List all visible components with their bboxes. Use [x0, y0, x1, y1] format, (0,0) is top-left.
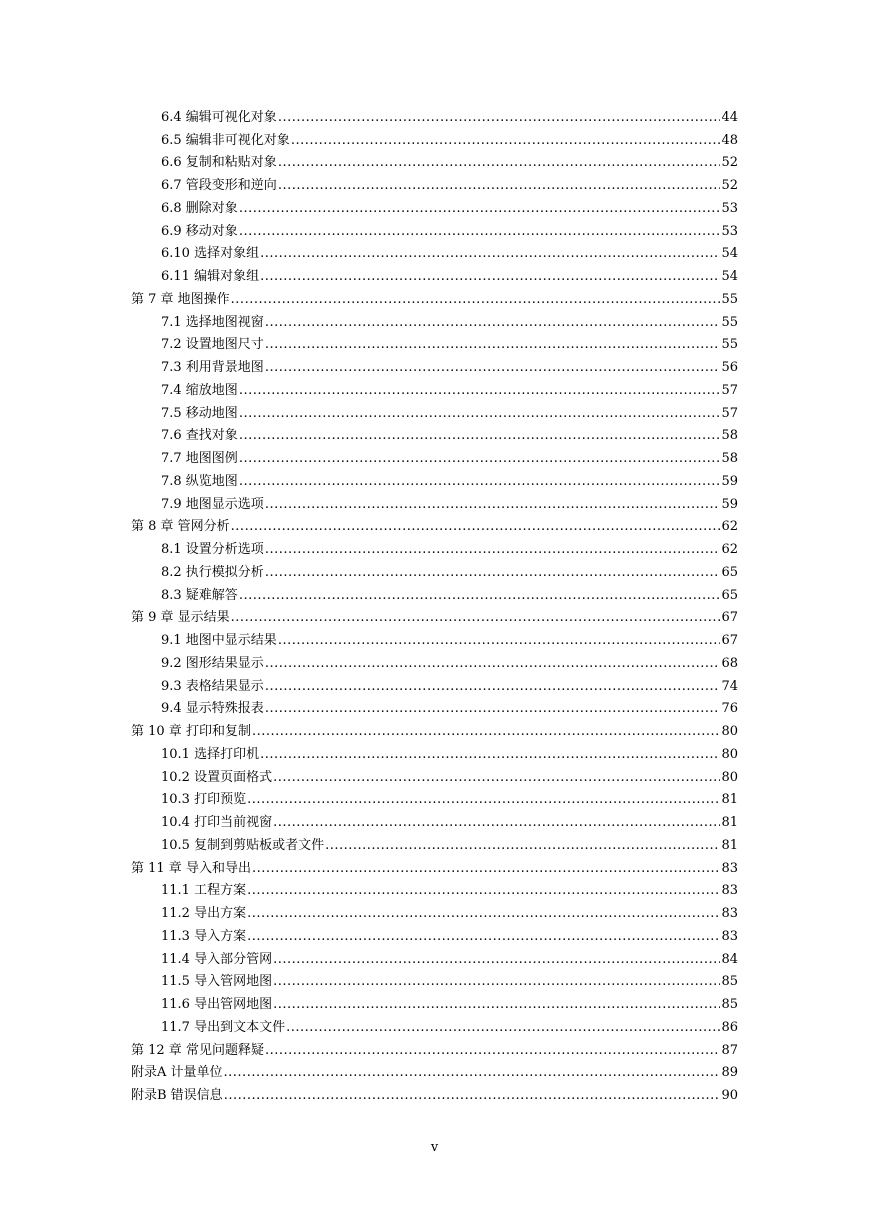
toc-entry-title: 11.5 导入管网地图	[161, 974, 273, 990]
toc-section-entry[interactable]	[131, 763, 738, 786]
toc-dot-leader	[260, 246, 720, 262]
toc-entry-title: 8.1 设置分析选项	[161, 542, 264, 557]
toc-chapter-entry[interactable]	[131, 1081, 738, 1104]
toc-section-entry[interactable]	[131, 490, 738, 513]
toc-dot-leader	[265, 542, 721, 558]
toc-section-entry[interactable]	[131, 877, 738, 900]
toc-entry-title: 7.3 利用背景地图	[161, 360, 264, 375]
toc-entry-page-number: 48	[721, 132, 738, 148]
toc-entry-title: 6.4 编辑可视化对象	[161, 109, 277, 125]
toc-dot-leader	[224, 1065, 721, 1081]
toc-entry-title: 7.9 地图显示选项	[161, 496, 264, 512]
toc-entry-title: 7.5 移动地图	[161, 405, 238, 421]
toc-section-entry[interactable]	[131, 695, 738, 718]
toc-entry-page-number: 83	[721, 860, 738, 876]
toc-entry-title: 附录B 错误信息	[131, 1088, 223, 1103]
toc-entry-page-number: 62	[721, 542, 738, 557]
toc-dot-leader	[265, 679, 721, 695]
toc-entry-page-number: 58	[721, 451, 738, 466]
toc-dot-leader	[239, 588, 721, 604]
toc-entry-title: 9.1 地图中显示结果	[161, 633, 277, 648]
toc-section-entry[interactable]	[131, 217, 738, 240]
toc-entry-title: 7.4 缩放地图	[161, 382, 238, 398]
toc-entry-page-number: 85	[721, 997, 738, 1012]
toc-dot-leader	[265, 701, 721, 717]
toc-entry-title: 第 12 章 常见问题释疑	[131, 1042, 264, 1058]
toc-dot-leader	[239, 474, 721, 490]
toc-entry-page-number: 54	[721, 246, 738, 262]
toc-section-entry[interactable]	[131, 444, 738, 467]
toc-section-entry[interactable]	[131, 353, 738, 376]
toc-entry-title: 10.1 选择打印机	[161, 746, 260, 762]
toc-chapter-entry[interactable]	[131, 285, 738, 308]
toc-entry-page-number: 90	[721, 1088, 738, 1103]
toc-entry-title: 9.3 表格结果显示	[161, 678, 264, 694]
toc-dot-leader	[273, 770, 720, 786]
toc-section-entry[interactable]	[131, 103, 738, 126]
toc-entry-page-number: 52	[721, 178, 738, 193]
toc-dot-leader	[265, 315, 721, 331]
toc-entry-page-number: 81	[721, 815, 738, 830]
toc-entry-page-number: 62	[721, 519, 738, 535]
toc-dot-leader	[239, 224, 721, 240]
toc-section-entry[interactable]	[131, 922, 738, 945]
toc-dot-leader	[278, 155, 721, 171]
toc-dot-leader	[265, 1043, 721, 1059]
toc-dot-leader	[278, 110, 721, 126]
toc-dot-leader	[260, 269, 720, 285]
toc-dot-leader	[231, 292, 721, 308]
toc-entry-title: 9.4 显示特殊报表	[161, 701, 264, 717]
toc-section-entry[interactable]	[131, 1013, 738, 1036]
toc-section-entry[interactable]	[131, 740, 738, 763]
toc-entry-page-number: 65	[721, 564, 738, 580]
toc-entry-page-number: 83	[721, 928, 738, 944]
toc-entry-page-number: 86	[721, 1019, 738, 1035]
toc-entry-title: 10.4 打印当前视窗	[161, 815, 273, 830]
toc-dot-leader	[231, 610, 721, 626]
toc-entry-page-number: 57	[721, 382, 738, 398]
toc-section-entry[interactable]	[131, 240, 738, 263]
toc-dot-leader	[273, 815, 720, 831]
toc-section-entry[interactable]	[131, 331, 738, 354]
toc-entry-title: 6.6 复制和粘贴对象	[161, 155, 277, 171]
toc-entry-page-number: 56	[721, 360, 738, 375]
toc-entry-page-number: 83	[721, 883, 738, 899]
toc-entry-title: 11.7 导出到文本文件	[161, 1019, 286, 1035]
toc-entry-title: 11.3 导入方案	[161, 928, 247, 944]
toc-section-entry[interactable]	[131, 672, 738, 695]
toc-entry-title: 10.2 设置页面格式	[161, 769, 273, 785]
toc-entry-page-number: 53	[721, 200, 738, 216]
toc-entry-page-number: 58	[721, 428, 738, 444]
toc-entry-page-number: 59	[721, 496, 738, 512]
toc-section-entry[interactable]	[131, 626, 738, 649]
toc-entry-title: 11.2 导出方案	[161, 906, 247, 921]
toc-entry-page-number: 80	[721, 724, 738, 739]
toc-entry-page-number: 84	[721, 951, 738, 967]
table-of-contents	[131, 103, 738, 1104]
toc-dot-leader	[265, 360, 721, 376]
toc-entry-title: 11.1 工程方案	[161, 883, 247, 899]
toc-section-entry[interactable]	[131, 808, 738, 831]
toc-entry-page-number: 76	[721, 701, 738, 717]
toc-section-entry[interactable]	[131, 422, 738, 445]
toc-entry-page-number: 55	[721, 314, 738, 330]
toc-dot-leader	[265, 656, 721, 672]
toc-entry-title: 10.5 复制到剪贴板或者文件	[161, 837, 325, 853]
toc-dot-leader	[265, 337, 721, 353]
toc-section-entry[interactable]	[131, 308, 738, 331]
toc-section-entry[interactable]	[131, 467, 738, 490]
toc-dot-leader	[239, 201, 721, 217]
toc-entry-page-number: 81	[721, 837, 738, 853]
toc-chapter-entry[interactable]	[131, 513, 738, 536]
toc-entry-title: 7.6 查找对象	[161, 428, 238, 444]
toc-section-entry[interactable]	[131, 968, 738, 991]
toc-entry-page-number: 80	[721, 769, 738, 785]
toc-chapter-entry[interactable]	[131, 604, 738, 627]
toc-section-entry[interactable]	[131, 399, 738, 422]
toc-entry-page-number: 83	[721, 906, 738, 921]
toc-dot-leader	[265, 565, 721, 581]
toc-entry-title: 6.11 编辑对象组	[161, 269, 260, 284]
toc-dot-leader	[273, 952, 720, 968]
toc-dot-leader	[260, 747, 720, 763]
toc-entry-title: 第 9 章 显示结果	[131, 610, 230, 626]
toc-entry-title: 第 11 章 导入和导出	[131, 860, 251, 876]
toc-section-entry[interactable]	[131, 899, 738, 922]
toc-entry-title: 6.9 移动对象	[161, 223, 238, 239]
toc-entry-page-number: 80	[721, 746, 738, 762]
toc-dot-leader	[252, 724, 721, 740]
toc-dot-leader	[265, 497, 721, 513]
toc-entry-page-number: 57	[721, 405, 738, 421]
toc-section-entry[interactable]	[131, 649, 738, 672]
toc-entry-title: 7.8 纵览地图	[161, 473, 238, 489]
toc-entry-page-number: 74	[721, 678, 738, 694]
toc-section-entry[interactable]	[131, 126, 738, 149]
toc-entry-title: 7.7 地图图例	[161, 451, 238, 466]
toc-dot-leader	[231, 519, 721, 535]
toc-dot-leader	[273, 974, 720, 990]
toc-dot-leader	[239, 451, 721, 467]
toc-dot-leader	[239, 383, 721, 399]
toc-entry-page-number: 67	[721, 610, 738, 626]
toc-dot-leader	[325, 838, 720, 854]
toc-entry-title: 第 7 章 地图操作	[131, 291, 230, 307]
toc-dot-leader	[278, 178, 721, 194]
toc-chapter-entry[interactable]	[131, 854, 738, 877]
toc-section-entry[interactable]	[131, 535, 738, 558]
toc-chapter-entry[interactable]	[131, 1036, 738, 1059]
toc-entry-title: 7.1 选择地图视窗	[161, 314, 264, 330]
toc-entry-title: 10.3 打印预览	[161, 792, 247, 808]
toc-entry-page-number: 68	[721, 655, 738, 671]
toc-dot-leader	[247, 792, 720, 808]
toc-entry-title: 6.7 管段变形和逆向	[161, 178, 277, 193]
toc-section-entry[interactable]	[131, 376, 738, 399]
toc-dot-leader	[286, 1020, 720, 1036]
toc-entry-page-number: 89	[721, 1065, 738, 1081]
toc-entry-title: 6.10 选择对象组	[161, 246, 260, 262]
toc-entry-title: 6.5 编辑非可视化对象	[161, 132, 290, 148]
toc-entry-page-number: 52	[721, 155, 738, 171]
toc-dot-leader	[273, 997, 720, 1013]
toc-entry-page-number: 54	[721, 269, 738, 284]
toc-entry-title: 附录A 计量单位	[131, 1065, 223, 1081]
toc-entry-page-number: 65	[721, 587, 738, 603]
toc-entry-page-number: 67	[721, 633, 738, 648]
toc-entry-page-number: 53	[721, 223, 738, 239]
toc-entry-title: 第 10 章 打印和复制	[131, 724, 251, 739]
toc-section-entry[interactable]	[131, 262, 738, 285]
toc-section-entry[interactable]	[131, 558, 738, 581]
toc-entry-title: 8.2 执行模拟分析	[161, 564, 264, 580]
toc-chapter-entry[interactable]	[131, 1059, 738, 1082]
toc-entry-title: 9.2 图形结果显示	[161, 655, 264, 671]
toc-section-entry[interactable]	[131, 945, 738, 968]
toc-dot-leader	[247, 906, 720, 922]
toc-section-entry[interactable]	[131, 786, 738, 809]
toc-dot-leader	[224, 1088, 721, 1104]
toc-entry-title: 8.3 疑难解答	[161, 587, 238, 603]
toc-dot-leader	[252, 861, 721, 877]
toc-dot-leader	[247, 929, 720, 945]
toc-entry-title: 7.2 设置地图尺寸	[161, 337, 264, 353]
toc-dot-leader	[239, 406, 721, 422]
toc-entry-page-number: 87	[721, 1042, 738, 1058]
toc-section-entry[interactable]	[131, 990, 738, 1013]
toc-dot-leader	[247, 883, 720, 899]
toc-entry-page-number: 85	[721, 974, 738, 990]
toc-entry-title: 第 8 章 管网分析	[131, 519, 230, 535]
toc-entry-page-number: 55	[721, 337, 738, 353]
toc-dot-leader	[291, 133, 721, 149]
toc-section-entry[interactable]	[131, 581, 738, 604]
toc-entry-page-number: 59	[721, 473, 738, 489]
toc-entry-page-number: 44	[721, 109, 738, 125]
toc-entry-title: 11.4 导入部分管网	[161, 951, 273, 967]
toc-entry-page-number: 55	[721, 291, 738, 307]
toc-section-entry[interactable]	[131, 149, 738, 172]
toc-entry-title: 11.6 导出管网地图	[161, 997, 273, 1012]
toc-dot-leader	[278, 633, 721, 649]
toc-entry-page-number: 81	[721, 792, 738, 808]
toc-section-entry[interactable]	[131, 831, 738, 854]
toc-section-entry[interactable]	[131, 171, 738, 194]
page-number: v	[430, 1140, 439, 1155]
toc-entry-title: 6.8 删除对象	[161, 200, 238, 216]
toc-dot-leader	[239, 428, 721, 444]
toc-section-entry[interactable]	[131, 194, 738, 217]
toc-chapter-entry[interactable]	[131, 717, 738, 740]
